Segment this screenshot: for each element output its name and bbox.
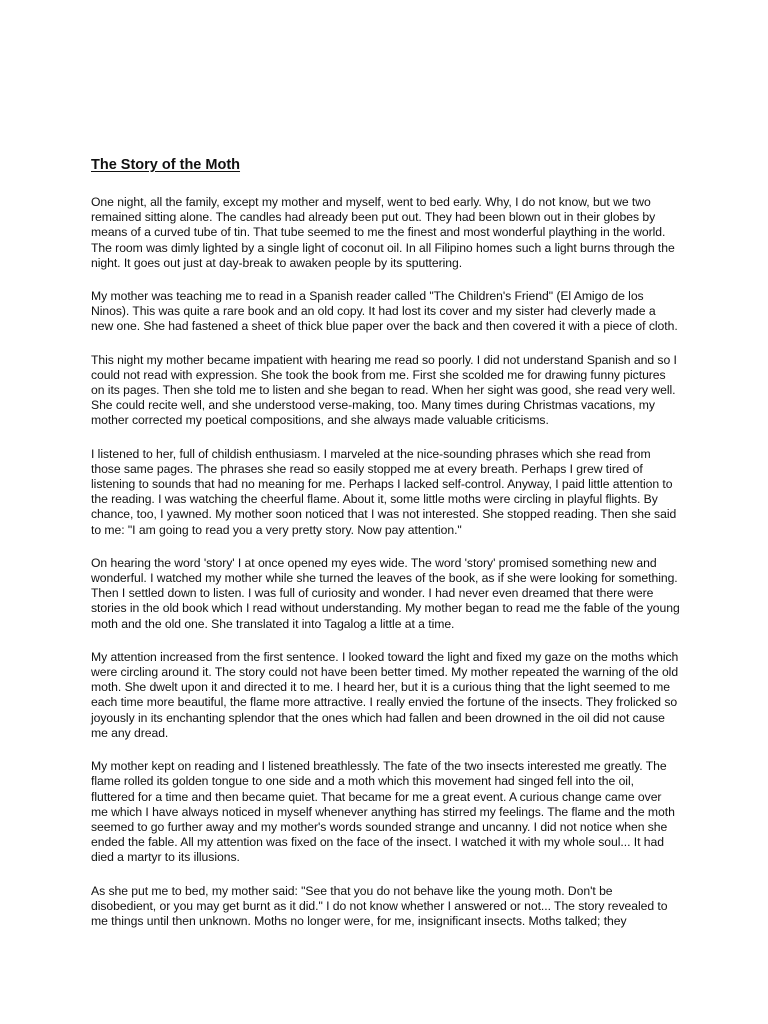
paragraph: As she put me to bed, my mother said: "See that you do not behave like the young moth. Don't be disobedient, or you may get burnt as it did." I do not know whether I answered or not... The story revealed to me things until then unknown. Moths no longer were, for me, insignificant insects. Moths talked; they bbox=[91, 883, 668, 928]
paragraph: On hearing the word 'story' I at once opened my eyes wide. The word 'story' promised something new and wonderful. I watched my mother while she turned the leaves of the book, as if she were looking for something. Then I settled down to listen. I was full of curiosity and wonder. I had never even dreamed that there were stories in the old book which I read without understanding. My mother began to read me the fable of the young moth and the old one. She translated it into Tagalog a little at a time. bbox=[91, 555, 680, 631]
document-title: The Story of the Moth bbox=[91, 157, 241, 173]
paragraph: My attention increased from the first sentence. I looked toward the light and fixed my gaze on the moths which were circling around it. The story could not have been better timed. My mother repeated the warning of the old moth. She dwelt upon it and directed it to me. I heard her, but it is a curious thing that the light seemed to me each time more beautiful, the flame more attractive. I really envied the fortune of the insects. They frolicked so joyously in its enchanting splendor that the ones which had fallen and been drowned in the oil did not cause me any dread. bbox=[91, 649, 679, 740]
paragraph: One night, all the family, except my mother and myself, went to bed early. Why, I do not know, but we two remained sitting alone. The candles had already been put out. They had been blown out in their globes by means of a curved tube of tin. That tube seemed to me the finest and most wonderful plaything in the world. The room was dimly lighted by a single light of coconut oil. In all Filipino homes such a light burns through the night. It goes out just at day-break to awaken people by its sputtering. bbox=[91, 195, 675, 270]
paragraph: My mother kept on reading and I listened breathlessly. The fate of the two insects interested me greatly. The flame rolled its golden tongue to one side and a moth which this movement had singed fell into the oil, fluttered for a time and then became quiet. That became for me a great event. A curious change came over me which I have always noticed in myself whenever anything has stirred my feelings. The flame and the moth seemed to go further away and my mother's words sounded strange and uncanny. I did not notice when she ended the fable. All my attention was fixed on the face of the insect. I watched it with my whole soul... It had died a martyr to its illusions. bbox=[91, 759, 675, 865]
paragraph: My mother was teaching me to read in a Spanish reader called "The Children's Friend" (El Amigo de los Ninos). This was quite a rare book and an old copy. It had lost its cover and my sister had cleverly made a new one. She had fastened a sheet of thick blue paper over the back and then covered it with a piece of cloth. bbox=[91, 289, 678, 334]
paragraph: I listened to her, full of childish enthusiasm. I marveled at the nice-sounding phrases which she read from those same pages. The phrases she read so easily stopped me at every breath. Perhaps I grew tired of listening to sounds that had no meaning for me. Perhaps I lacked self-control. Anyway, I paid little attention to the reading. I was watching the cheerful flame. About it, some little moths were circling in playful flights. By chance, too, I yawned. My mother soon noticed that I was not interested. She stopped reading. Then she said to me: "I am going to read you a very pretty story. Now pay attention." bbox=[91, 446, 677, 537]
paragraph: This night my mother became impatient with hearing me read so poorly. I did not understand Spanish and so I could not read with expression. She took the book from me. First she scolded me for drawing funny pictures on its pages. Then she told me to listen and she began to read. When her sight was good, she read very well. She could recite well, and she understood verse-making, too. Many times during Christmas vacations, my mother corrected my poetical compositions, and she always made valuable criticisms. bbox=[91, 352, 677, 428]
document-body bbox=[91, 195, 680, 929]
